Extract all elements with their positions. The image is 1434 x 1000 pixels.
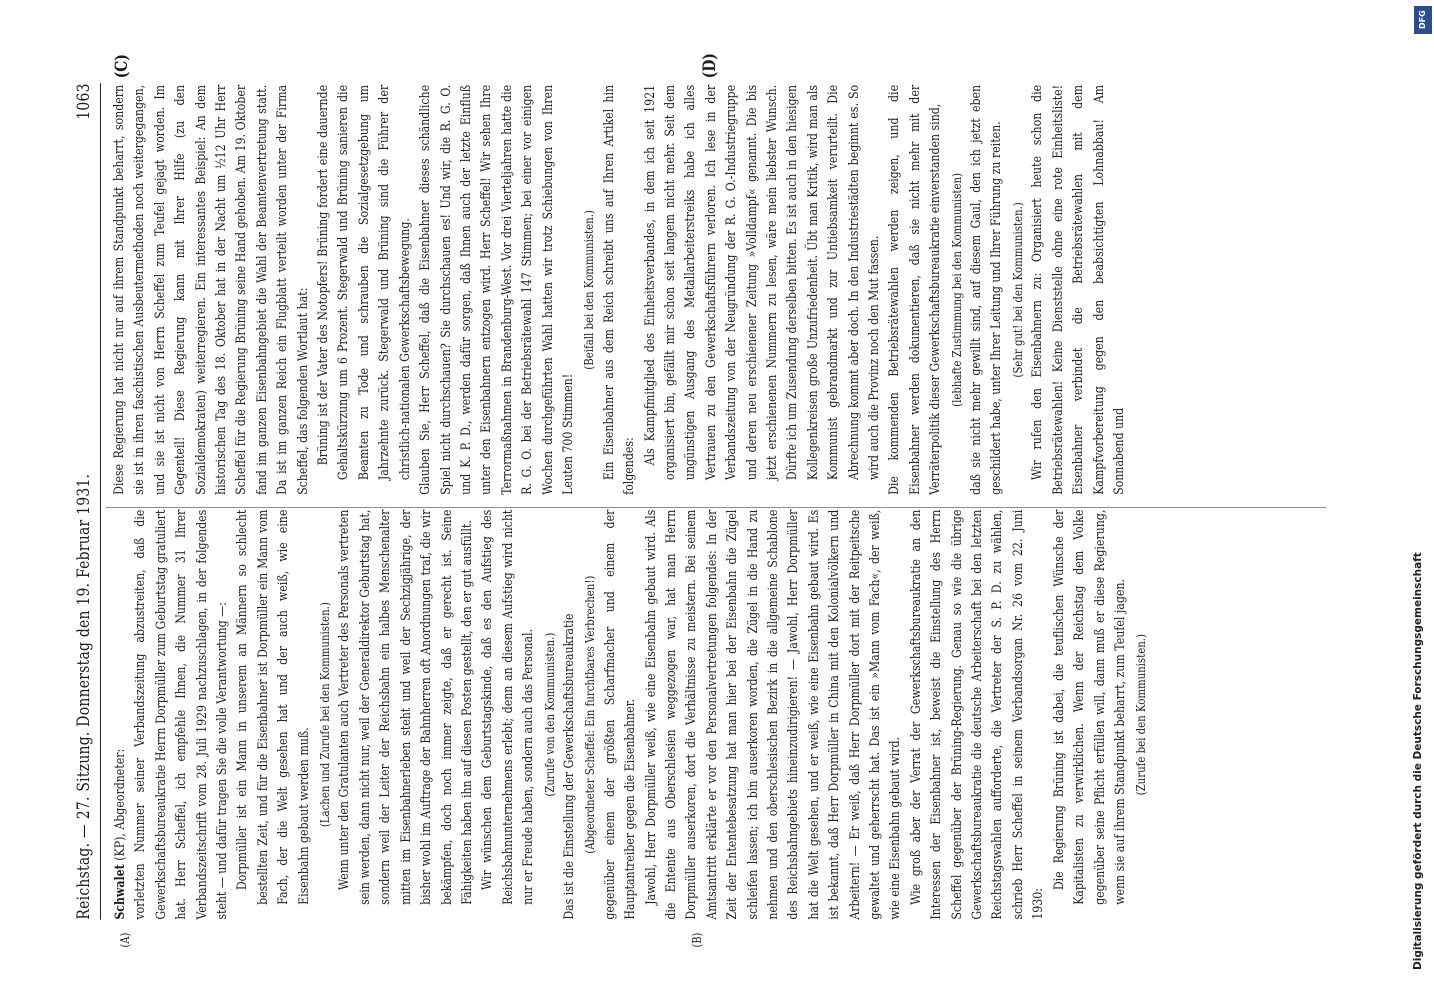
interjection: (Abgeordneter Scheffel: Ein furchtbares Verbrechen!) xyxy=(582,575,598,854)
interjection: (Sehr gut! bei den Kommunisten.) xyxy=(1009,202,1025,378)
paragraph xyxy=(110,510,131,920)
quotation: Brüning ist der Vater des Notopfers! Brüning fordert eine dauernde Gehaltskürzung um 6 Prozent. Stegerwald und Brüning sanieren die Beamten zu Tode und schrauben die Sozialgesetzgebung um Jahrzehnte zurück. Stegerwald und Brüning sind die Führer der christlich-nationalen Gewerkschaftsbewegung. xyxy=(316,84,413,481)
margin-mark-c: (C) xyxy=(112,54,132,79)
interjection: (Zurufe von den Kommunisten.) xyxy=(541,632,557,797)
page-number: 1063 xyxy=(74,83,94,120)
paragraph: gegenüber einem der größten Scharfmacher und einem der Hauptantreiber gegen die Eisenbahner. xyxy=(602,509,639,920)
speaker-party: (KP), Abgeordneter: xyxy=(113,748,128,865)
interjection: (Zurufe bei den Kommunisten.) xyxy=(1133,633,1149,796)
paragraph: Jawohl, Herr Dorpmüller weiß, wie eine Eisenbahn gebaut wird. Als die Entente aus Oberschlesien weggezogen war, hat man Herrn Dorpmüller auserkoren, dort die Verhältnisse zu meistern. Bei seinem Amtsantritt erklärte er vor den Personalvertretungen folgendes: In der Zeit der Ententebesatzung hat man hier bei der Eisenbahn die Zügel schleifen lassen; ich bin auserkoren worden, die Zügel in die Hand zu nehmen und den oberschlesischen Bezirk in die allgemeine Schablone des Reichsbahngebiets hineinzudirigieren! — Jawohl, Herr Dorpmüller hat die Welt gesehen, und er weiß, wie eine Eisenbahn gebaut wird. Es ist bekannt, daß Herr Dorpmüller in China mit den Kolonialvölkern und Arbeitern! — Er weiß, daß Herr Dorpmüller dort mit der Reitpeitsche gewaltet und geherrscht hat. Das ist ein »Mann vom Fach«, der weiß, wie eine Eisenbahn gebaut wird. xyxy=(643,509,904,920)
quotation: Als Kampfmitglied des Einheitsverbandes, in dem ich seit 1921 organisiert bin, gefällt mir schon seit langem nicht mehr. Seit dem ungünstigen Ausgang des Metallarbeiterstreiks habe ich alles Vertrauen zu den Gewerkschaftsführern verloren. Ich lese in der Verbandszeitung von der Neugründung der R. G. O.-Industriegruppe und deren neu erschienener Zeitung »Volldampf« genannt. Die bis jetzt erschienenen Nummern zu lesen, wäre mein liebster Wunsch. Dürfte ich um Zusendung derselben bitten. Es ist auch in den hiesigen Kollegenkreisen große Unzufriedenheit. Übt man Kritik, wird man als Kommunist gebrandmarkt und zur Untiebsamkeit verurteilt. Die Abrechnung kommt aber doch. In den Industriestädten beginnt es. So wird auch die Provinz noch den Mut fassen. xyxy=(642,84,883,481)
margin-mark-d: (D) xyxy=(700,53,720,79)
paragraph: vorletzten Nummer seiner Verbandszeitung abzustreiten, daß die Gewerkschaftsbureaukratie Herrn Dorpmüller zum Geburtstag gratuliert hat. Herr Scheffel, ich empfehle Ihnen, die Nummer 31 Ihrer Verbandszeitschrift vom 28. Juli 1929 nachzuschlagen, in der folgendes steht — und dafür tragen Sie die volle Verantwortung —: xyxy=(133,509,231,920)
speaker-name: Schwalet xyxy=(112,864,128,920)
quotation: Wir wünschen dem Geburtstagskinde, daß es den Aufstieg des Reichsbahnunternehmens erlebt; denn an diesem Aufstieg wird nicht nur er Freude haben, sondern auch das Personal. xyxy=(480,509,537,905)
interjection: (Lachen und Zurufe bei den Kommunisten.) xyxy=(317,602,333,828)
margin-mark-a: (A) xyxy=(118,932,132,948)
paragraph: Die kommenden Betriebsrätewahlen werden zeigen, und die Eisenbahner werden dokumentieren, daß sie nicht mehr mit der Verräterpolitik dieser Gewerkschaftsbureaukratie einverstanden sind, xyxy=(887,84,944,495)
right-column xyxy=(110,85,1130,495)
paragraph: Glauben Sie, Herr Scheffel, daß die Eisenbahner dieses schändliche Spiel nicht durchschauen? Sie durchschauen es! Und wir, die R. G. O. und K. P. D., werden dafür sorgen, daß Ihnen auch der letzte Einfluß unter den Eisenbahnern entzogen wird. Herr Scheffel! Wir sehen Ihre Terrormaßnahmen in Brandenburg-West. Vor drei Vierteljahren hatte die R. G. O. bei der Betriebsrätewahl 147 Stimmen; bei einer vor einigen Wochen durchgeführten Wahl hatten wir trotz Schiebungen von Ihren Leuten 700 Stimmen! xyxy=(418,84,576,495)
interjection: (lebhafte Zustimmung bei den Kommunisten) xyxy=(948,172,964,407)
margin-mark-b: (B) xyxy=(690,932,704,948)
page-content xyxy=(0,53,1434,1000)
header-rule xyxy=(100,83,101,919)
rotated-page xyxy=(0,20,1434,1000)
header-title: Reichstag. — 27. Sitzung. Donnerstag den 19. Februar 1931. xyxy=(74,473,94,920)
quotation: Wenn unter den Gratulanten auch Vertreter des Personals vertreten sein werden, dann nicht nur, weil der Generaldirektor Geburtstag hat, sondern weil der Leiter der Reichsbahn ein halbes Menschenalter mitten im Eisenbahnerleben steht und weil der Sechzigjährige, der bisher wohl im Auftrage der Bahnherren oft Anordnungen traf, die wir bekämpfen, doch noch immer zeigte, daß er gerecht ist. Seine Fähigkeiten haben ihn auf diesen Posten gestellt, den er gut ausfüllt. xyxy=(337,509,475,905)
column-divider xyxy=(106,507,1326,508)
quotation: Dorpmüller ist ein Mann in unserem an Männern so schlecht bestellten Zeit, und für die Eisenbahner ist Dorpmüller ein Mann vom Fach, der die Welt gesehen hat und der auch weiß, wie eine Eisenbahn gebaut werden muß. xyxy=(235,509,312,905)
dfg-logo: DFG xyxy=(1414,6,1432,34)
digitization-credit: Digitalisierung gefördert durch die Deutsche Forschungsgemeinschaft xyxy=(1412,552,1424,970)
quotation: Die Regierung Brüning ist dabei, die teuflischen Wünsche der Kapitalisten zu verwirklichen. Wenn der Reichstag dem Volke gegenüber seine Pflicht erfüllen will, dann muß er diese Regierung, wenn sie auf ihrem Standpunkt beharrt, zum Teufel jagen. xyxy=(1051,509,1128,905)
paragraph: daß sie nicht mehr gewillt sind, auf diesem Gaul, den ich jetzt eben geschildert habe, unter Ihrer Leitung und Ihrer Führung zu reiten. xyxy=(969,84,1005,495)
running-header xyxy=(74,83,98,919)
left-column xyxy=(110,510,1152,920)
interjection: (Beifall bei den Kommunisten.) xyxy=(581,210,597,370)
paragraph: Ein Eisenbahner aus dem Reich schreibt uns auf Ihren Artikel hin folgendes: xyxy=(601,84,638,495)
paragraph: Diese Regierung hat nicht nur auf ihrem Standpunkt beharrt, sondern sie ist in ihren faschistischen Ausbeutermethoden noch weitergegangen, und sie ist nicht von Herrn Scheffel zum Teufel gejagt worden. Im Gegenteil! Diese Regierung kann mit Ihrer Hilfe (zu den Sozialdemokraten) weiterregieren. Ein interessantes Beispiel: An dem historischen Tag des 18. Oktober hat in der Nacht um ½12 Uhr Herr Scheffel für die Regierung Brüning seine Hand gehoben. Am 19. Oktober fand im ganzen Eisenbahngebiet die Wahl der Beamtenvertretung statt. Da ist im ganzen Reich ein Flugblatt verteilt worden unter der Firma Scheffel, das folgenden Wortlaut hat: xyxy=(112,84,311,495)
paragraph: Wie groß aber der Verrat der Gewerkschaftsbureaukratie an den Interessen der Eisenbahner ist, beweist die Einstellung des Herrn Scheffel gegenüber der Brüning-Regierung. Genau so wie die übrige Gewerkschaftsbureaukratie die deutsche Arbeiterschaft bei den letzten Reichstagswahlen aufforderte, die Vertreter der S. P. D. zu wählen, schrieb Herr Scheffel in seinem Verbandsorgan Nr. 26 vom 22. Juni 1930: xyxy=(908,509,1047,920)
paragraph: Wir rufen den Eisenbahnern zu: Organisiert heute schon die Betriebsrätewahlen! Keine Dienststelle ohne eine rote Einheitsliste! Eisenbahner verbindet die Betriebsrätewahlen mit dem Kampfvorbereitung gegen den beabsichtigten Lohnabbau! Am Sonnabend und xyxy=(1030,84,1127,495)
paragraph: Das ist die Einstellung der Gewerkschaftsbureaukratie xyxy=(561,613,577,920)
